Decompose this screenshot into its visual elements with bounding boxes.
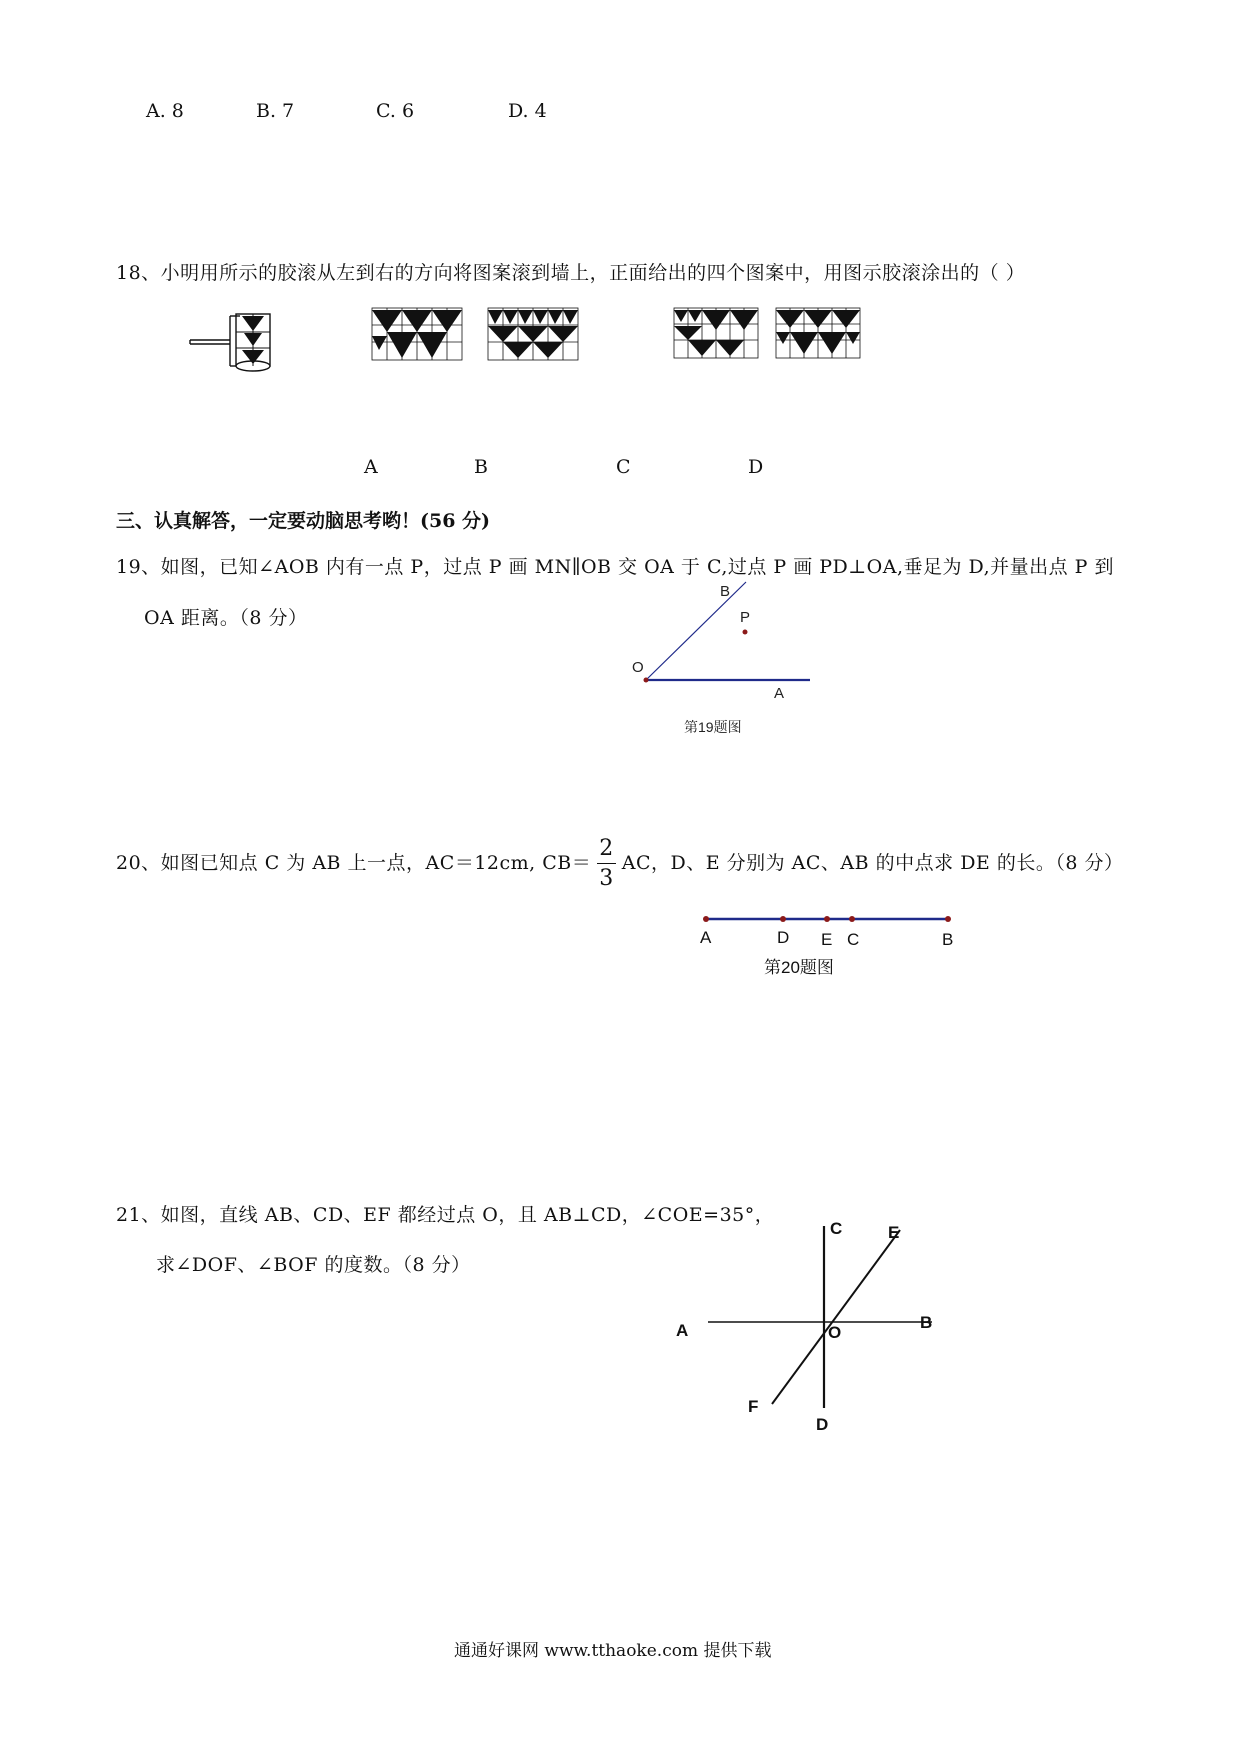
q18-choice-a: A xyxy=(364,456,378,478)
label-e: E xyxy=(888,1223,900,1242)
label-b: B xyxy=(942,930,954,949)
q20-text xyxy=(116,838,1123,890)
q17-option-a: A. 8 xyxy=(146,100,184,122)
q19-line1: 19、如图，已知∠AOB 内有一点 P，过点 P 画 MN∥OB 交 OA 于 C,过点 P 画 PD⊥OA,垂足为 D,并量出点 P 到 xyxy=(116,556,1115,578)
point-p xyxy=(743,630,748,635)
q18-pattern-b xyxy=(488,308,578,360)
point-e xyxy=(824,916,830,922)
label-o: O xyxy=(632,659,644,676)
label-c: C xyxy=(847,930,860,949)
q19-figure xyxy=(620,580,840,740)
point-d xyxy=(780,916,786,922)
page-footer: 通通好课网 www.tthaoke.com 提供下载 xyxy=(454,1641,772,1661)
q17-option-b: B. 7 xyxy=(256,100,295,122)
q20-figure xyxy=(692,905,972,985)
label-a: A xyxy=(700,928,712,947)
point-o xyxy=(644,678,649,683)
q18-choice-b: B xyxy=(474,456,488,478)
point-c xyxy=(849,916,855,922)
q20-fraction xyxy=(597,838,616,890)
ray-ob xyxy=(646,582,746,680)
q20-fraction-numerator: 2 xyxy=(597,838,616,864)
label-f: F xyxy=(748,1397,759,1416)
q21-line1: 21、如图，直线 AB、CD、EF 都经过点 O，且 AB⊥CD，∠COE=35°， xyxy=(116,1204,775,1226)
label-o: O xyxy=(828,1323,842,1342)
label-e: E xyxy=(821,930,833,949)
q20-caption: 第20题图 xyxy=(764,958,834,977)
q20-text-before: 20、如图已知点 C 为 AB 上一点，AC＝12cm, CB＝ xyxy=(116,852,592,874)
q21-line2: 求∠DOF、∠BOF 的度数。（8 分） xyxy=(156,1254,471,1276)
q18-choice-d: D xyxy=(748,456,764,478)
q19-line2: OA 距离。（8 分） xyxy=(144,607,308,629)
q18-pattern-a xyxy=(372,308,462,360)
q18-pattern-d xyxy=(776,308,860,358)
label-c: C xyxy=(830,1219,843,1238)
q18-roller-figure xyxy=(188,308,288,374)
label-p: P xyxy=(740,609,751,626)
line-ef xyxy=(772,1230,900,1404)
label-a: A xyxy=(676,1321,689,1340)
label-d: D xyxy=(816,1415,829,1434)
point-a xyxy=(703,916,709,922)
q20-text-after: AC，D、E 分别为 AC、AB 的中点求 DE 的长。（8 分） xyxy=(621,852,1124,874)
q18-pattern-c xyxy=(674,308,758,358)
q17-option-d: D. 4 xyxy=(508,100,547,122)
q17-option-c: C. 6 xyxy=(376,100,415,122)
q21-figure xyxy=(664,1208,954,1448)
point-b xyxy=(945,916,951,922)
q20-fraction-denominator: 3 xyxy=(599,866,614,891)
label-b: B xyxy=(720,583,731,600)
label-a: A xyxy=(774,685,785,702)
q19-caption: 第19题图 xyxy=(684,719,742,735)
label-d: D xyxy=(777,928,790,947)
q18-choice-c: C xyxy=(616,456,631,478)
section-3-title: 三、认真解答，一定要动脑思考哟！(56 分) xyxy=(116,510,491,532)
label-b: B xyxy=(920,1313,933,1332)
q18-text: 18、小明用所示的胶滚从左到右的方向将图案滚到墙上，正面给出的四个图案中，用图示胶滚涂出的（ ） xyxy=(116,262,1026,284)
